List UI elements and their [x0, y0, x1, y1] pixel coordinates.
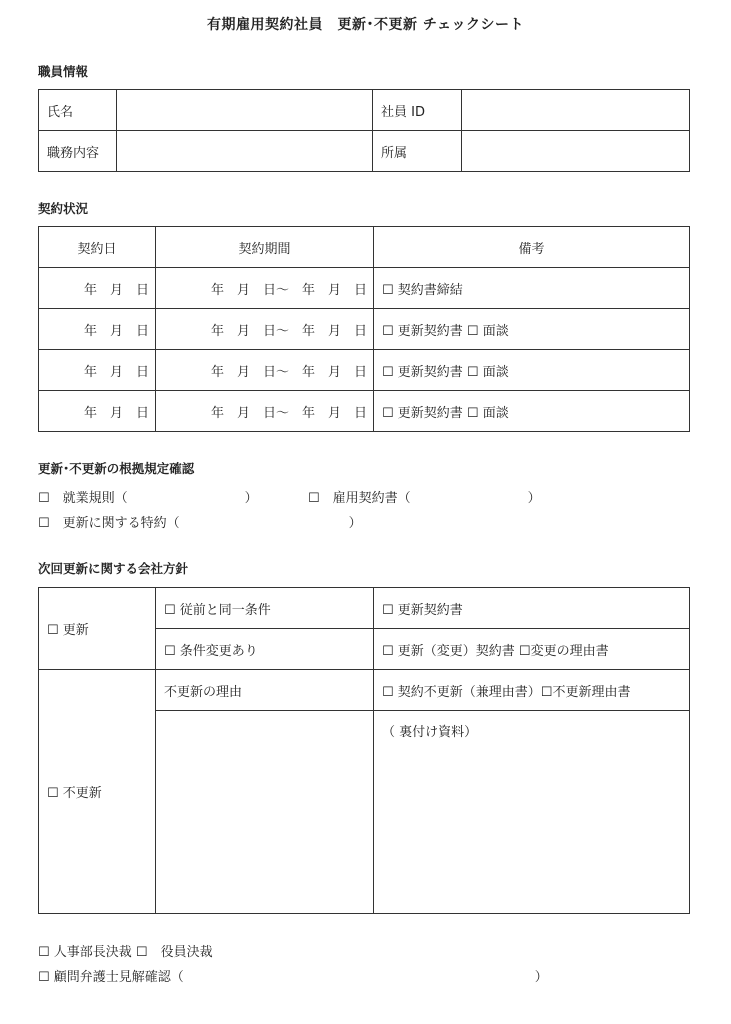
- supporting-docs-field[interactable]: （ 裏付け資料）: [374, 711, 690, 914]
- table-row: [39, 350, 690, 391]
- contract-date-header: 契約日: [39, 227, 156, 268]
- contract-status-heading: 契約状況: [38, 201, 89, 216]
- employee-id-field[interactable]: [462, 90, 690, 131]
- non-renew-reason-label: 不更新の理由: [156, 670, 374, 711]
- contract-date[interactable]: 年 月 日: [39, 391, 156, 432]
- renew-checkbox[interactable]: ☐ 更新: [39, 588, 156, 670]
- special-terms-checkbox[interactable]: ☐ 更新に関する特約（ ）: [38, 516, 362, 531]
- contract-period[interactable]: 年 月 日〜 年 月 日: [156, 268, 374, 309]
- renewal-contract-checkbox[interactable]: ☐ 更新契約書: [374, 588, 690, 629]
- contract-period[interactable]: 年 月 日〜 年 月 日: [156, 309, 374, 350]
- approval-checkboxes[interactable]: ☐ 人事部長決裁 ☐ 役員決裁: [38, 945, 213, 960]
- table-row: [39, 268, 690, 309]
- job-label: 職務内容: [39, 131, 117, 172]
- job-field[interactable]: [117, 131, 373, 172]
- same-terms-checkbox[interactable]: ☐ 従前と同一条件: [156, 588, 374, 629]
- notes-header: 備考: [374, 227, 690, 268]
- employee-id-label: 社員 ID: [373, 90, 462, 131]
- lawyer-opinion-checkbox[interactable]: ☐ 顧問弁護士見解確認（ ）: [38, 970, 548, 985]
- terms-changed-checkbox[interactable]: ☐ 条件変更あり: [156, 629, 374, 670]
- page-title: 有期雇用契約社員 更新･不更新 チェックシート: [207, 17, 524, 33]
- contract-notes[interactable]: ☐ 更新契約書 ☐ 面談: [374, 350, 690, 391]
- department-field[interactable]: [462, 131, 690, 172]
- name-label: 氏名: [39, 90, 117, 131]
- department-label: 所属: [373, 131, 462, 172]
- non-renew-reason-field[interactable]: [156, 711, 374, 914]
- basis-heading: 更新･不更新の根拠規定確認: [38, 461, 195, 476]
- contract-period[interactable]: 年 月 日〜 年 月 日: [156, 350, 374, 391]
- name-field[interactable]: [117, 90, 373, 131]
- table-row: [39, 391, 690, 432]
- table-row: [39, 309, 690, 350]
- contract-period-header: 契約期間: [156, 227, 374, 268]
- policy-table: [38, 587, 690, 914]
- policy-heading: 次回更新に関する会社方針: [38, 561, 189, 576]
- contract-notes[interactable]: ☐ 更新契約書 ☐ 面談: [374, 391, 690, 432]
- contract-status-table: [38, 226, 690, 432]
- contract-notes[interactable]: ☐ 更新契約書 ☐ 面談: [374, 309, 690, 350]
- non-renew-checkbox[interactable]: ☐ 不更新: [39, 670, 156, 914]
- contract-date[interactable]: 年 月 日: [39, 350, 156, 391]
- contract-date[interactable]: 年 月 日: [39, 268, 156, 309]
- contract-notes[interactable]: ☐ 契約書締結: [374, 268, 690, 309]
- contract-period[interactable]: 年 月 日〜 年 月 日: [156, 391, 374, 432]
- non-renew-docs-checkbox[interactable]: ☐ 契約不更新（兼理由書）☐不更新理由書: [374, 670, 690, 711]
- work-rules-checkbox[interactable]: ☐ 就業規則（ ）: [38, 491, 258, 506]
- changed-contract-checkbox[interactable]: ☐ 更新（変更）契約書 ☐変更の理由書: [374, 629, 690, 670]
- employment-contract-checkbox[interactable]: ☐ 雇用契約書（ ）: [308, 491, 541, 506]
- contract-date[interactable]: 年 月 日: [39, 309, 156, 350]
- staff-info-heading: 職員情報: [38, 64, 89, 79]
- staff-info-table: [38, 89, 690, 172]
